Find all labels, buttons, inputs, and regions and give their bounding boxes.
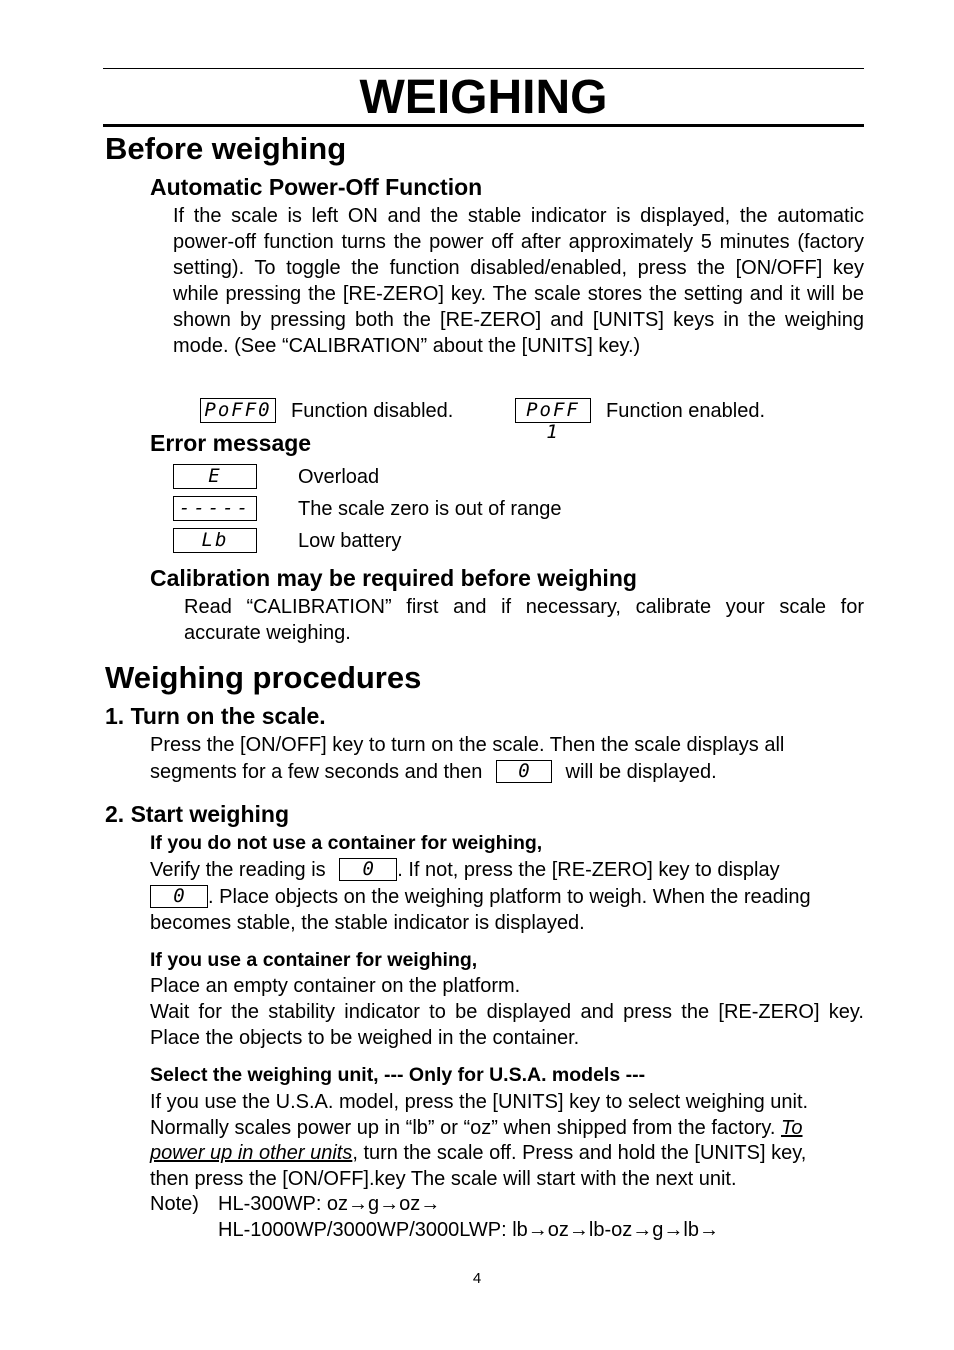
subheading-calibration: Calibration may be required before weighing — [150, 565, 637, 591]
units-line1: If you use the U.S.A. model, press the [UNITS] key to select weighing unit. — [150, 1091, 809, 1113]
note-label: Note) — [150, 1193, 199, 1215]
no-container-line1-after: . If not, press the [RE-ZERO] key to display — [397, 859, 780, 881]
container-paragraph: Wait for the stability indicator to be displayed and press the [RE-ZERO] key. Place the objects to be weighed in the container. — [150, 1001, 864, 1049]
no-container-line2-after: . Place objects on the weighing platform to weigh. When the reading — [208, 886, 811, 908]
function-disabled-label: Function disabled. — [291, 400, 454, 422]
units-line4: then press the [ON/OFF].key The scale will start with the next unit. — [150, 1168, 737, 1190]
lcd-display-overload: E — [173, 464, 257, 489]
page-number: 4 — [472, 1270, 482, 1287]
no-container-line1-before: Verify the reading is — [150, 859, 326, 881]
note-line2: HL-1000WP/3000WP/3000LWP: lb→oz→lb-oz→g→lb→ — [218, 1219, 719, 1241]
subheading-error-message: Error message — [150, 430, 312, 456]
container-heading: If you use a container for weighing, — [150, 949, 478, 971]
units-line2 — [150, 1115, 803, 1141]
page-title: WEIGHING — [359, 71, 608, 124]
step1-line2-before: segments for a few seconds and then — [150, 761, 483, 783]
no-container-line3: becomes stable, the stable indicator is displayed. — [150, 912, 585, 934]
step2-heading: 2. Start weighing — [105, 801, 290, 827]
error-overload-label: Overload — [298, 466, 380, 488]
calibration-paragraph: Read “CALIBRATION” first and if necessary, calibrate your scale for accurate weighing. — [184, 596, 864, 644]
section-heading-before-weighing: Before weighing — [105, 131, 347, 166]
subheading-auto-power-off: Automatic Power-Off Function — [150, 174, 483, 200]
lcd-display-poff1: PoFF 1 — [515, 398, 591, 423]
top-rule — [103, 68, 864, 69]
error-zero-range-label: The scale zero is out of range — [298, 498, 562, 520]
error-low-battery-label: Low battery — [298, 530, 402, 552]
lcd-display-zero: 0 — [496, 760, 552, 783]
step1-line1: Press the [ON/OFF] key to turn on the scale. Then the scale displays all — [150, 734, 785, 756]
step1-line2 — [150, 759, 717, 785]
step1-line2-after: will be displayed. — [565, 761, 717, 783]
lcd-display-low-battery: Lb — [173, 528, 257, 553]
note-line1: HL-300WP: oz→g→oz→ — [218, 1193, 441, 1215]
section-heading-weighing-procedures: Weighing procedures — [105, 660, 422, 695]
units-line2-before: Normally scales power up in “lb” or “oz” when shipped from the factory. — [150, 1117, 776, 1139]
no-container-line2 — [150, 884, 811, 910]
no-container-heading: If you do not use a container for weighing, — [150, 832, 543, 854]
lcd-display-poff0: PoFF0 — [200, 398, 276, 423]
units-heading: Select the weighing unit, --- Only for U.S.A. models --- — [150, 1064, 646, 1086]
lcd-display-zero-verify: 0 — [339, 858, 397, 881]
auto-power-off-paragraph: If the scale is left ON and the stable indicator is displayed, the automatic power-off function turns the power off after approximately 5 minutes (factory setting). To toggle the function disabled/enabled, press the [ON/OFF] key while pressing the [RE-ZERO] key. The scale stores the setting and it will be shown by pressing both the [RE-ZERO] and [UNITS] keys in the weighing mode. (See “CALIBRATION” about the [UNITS] key.) — [173, 205, 864, 357]
units-line3-after: , turn the scale off. Press and hold the [UNITS] key, — [352, 1142, 807, 1164]
units-line2-emphasis: To — [781, 1117, 803, 1139]
units-line3-emphasis: power up in other units — [150, 1142, 353, 1164]
step1-heading: 1. Turn on the scale. — [105, 703, 326, 729]
no-container-line1 — [150, 857, 780, 883]
lcd-display-zero-rezero: 0 — [150, 885, 208, 908]
container-line1: Place an empty container on the platform. — [150, 975, 521, 997]
function-enabled-label: Function enabled. — [606, 400, 766, 422]
units-line3 — [150, 1140, 806, 1166]
title-underline — [103, 124, 864, 127]
lcd-display-zero-out-of-range: ----- — [173, 496, 257, 521]
